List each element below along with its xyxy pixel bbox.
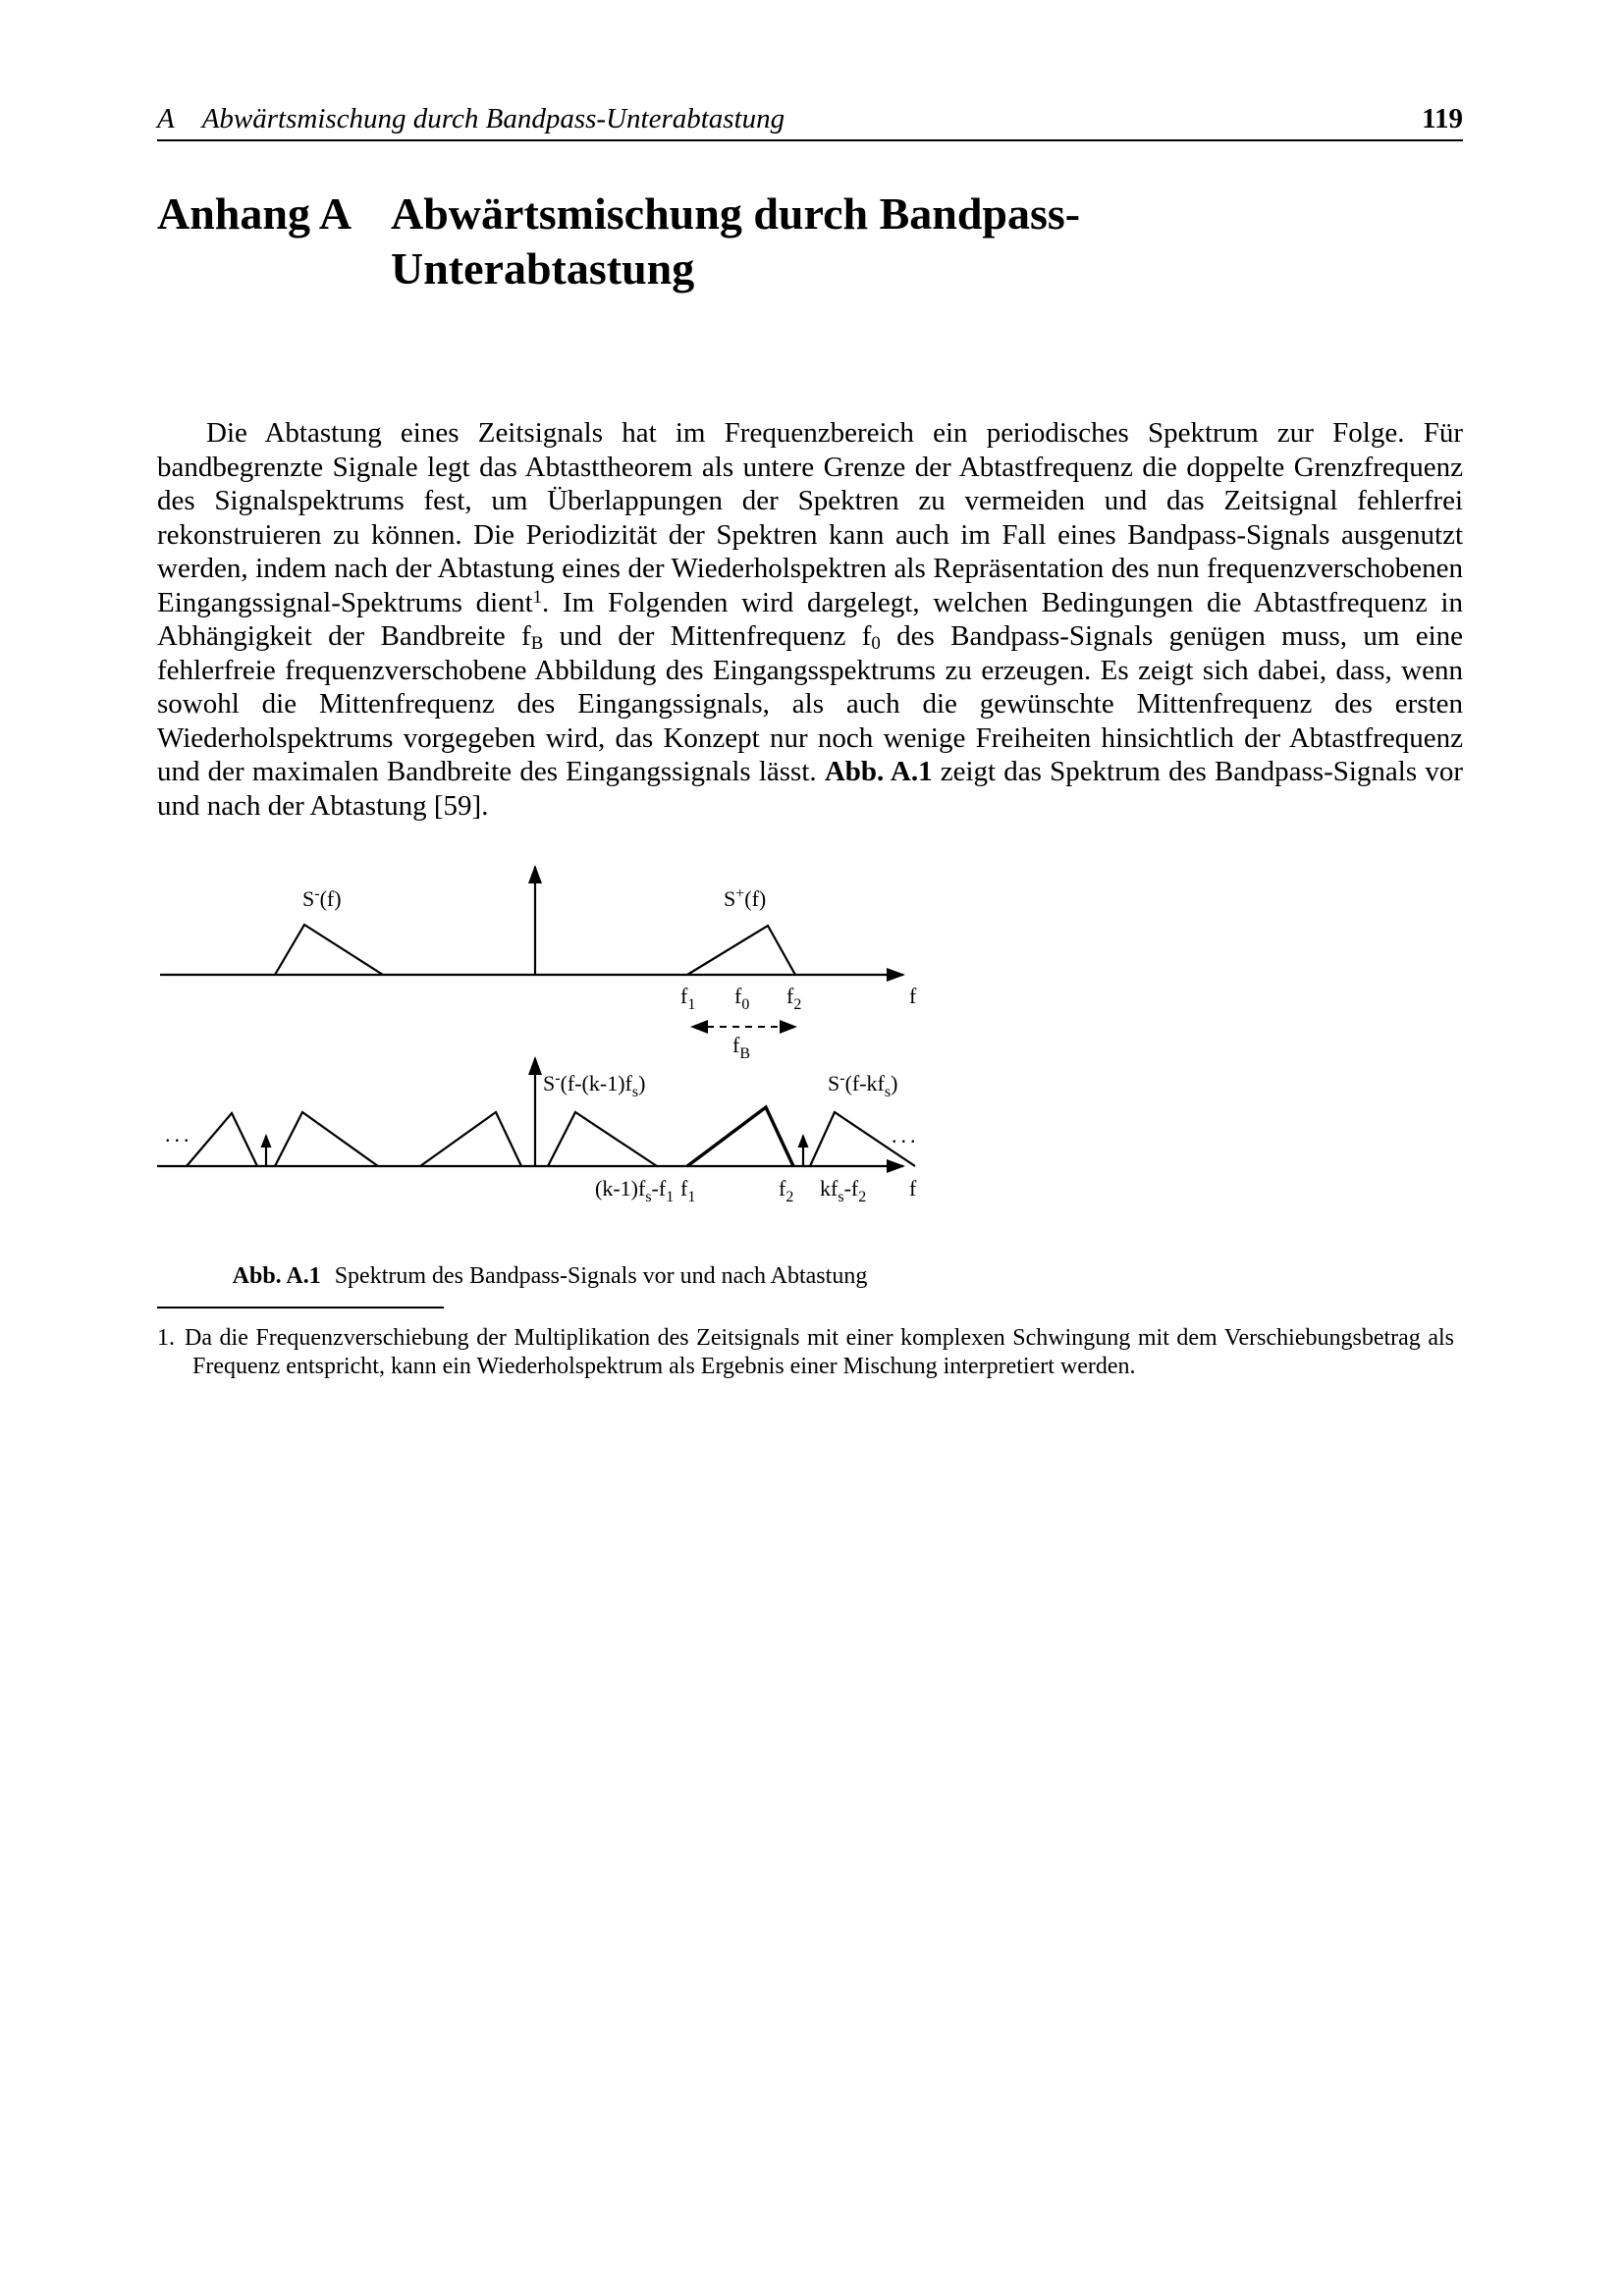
- tick-f2-bottom: $f_2$: [779, 1176, 794, 1205]
- s-k-label: $S^-(f-kf_s)$: [828, 1070, 898, 1100]
- bottom-axis-label-f: f: [909, 1176, 917, 1201]
- shifted-spectrum-triangle-km1: [548, 1112, 657, 1166]
- tick-km1fs-f1: $(k-1)f_s-f_1$: [595, 1176, 675, 1205]
- footnote-marker: 1.: [157, 1325, 175, 1351]
- tick-f2: $f_2$: [786, 984, 802, 1013]
- caption-text: Spektrum des Bandpass-Signals vor und nach Abtastung: [334, 1263, 868, 1289]
- body-text-run: Die Abtastung eines Zeitsignals hat im Frequenzbereich ein periodisches Spektrum zur Folge. Für bandbegrenzte Signale legt das Abtasttheorem als untere Grenze der Abtastfrequenz die doppelte Grenzfrequenz des Signalspektrums fest, um Überlappungen der Spektren zu vermeiden und das Zeitsignal fehlerfrei rekonstruieren zu können. Die Periodizität der Spektren kann auch im Fall eines Bandpass-Signals ausgenutzt werden, indem nach der Abtastung eines der Wiederholspektren als Repräsentation des nun frequenzverschobenen Eingangssignal-Spektrums dient: [157, 417, 1463, 618]
- body-text-run: . Im Folgenden wird dargelegt, welchen Bedingungen die Abtastfrequenz in Abhängigkeit der Bandbreite f: [157, 586, 1463, 652]
- ellipsis-left: ...: [165, 1122, 193, 1147]
- s-minus-label: S-(f): [302, 885, 342, 911]
- footnote-rule: [157, 1307, 444, 1308]
- bandwidth-label-fb: $f_B$: [732, 1033, 750, 1062]
- chapter-title-text: [391, 187, 1080, 296]
- top-axis-label-f: f: [909, 984, 917, 1008]
- running-header: [157, 102, 1463, 141]
- repeat-spectrum-triangle: [275, 1112, 378, 1166]
- subscript-0: 0: [871, 633, 881, 655]
- footnote: [157, 1324, 1454, 1381]
- original-spectrum-triangle: [687, 1107, 793, 1166]
- page-number: 119: [1422, 103, 1463, 134]
- running-header-left: [157, 102, 784, 135]
- tick-f1-bottom: $f_1$: [680, 1176, 696, 1205]
- figure-caption: [157, 1261, 943, 1291]
- running-header-title: Abwärtsmischung durch Bandpass-Unterabtastung: [201, 103, 785, 134]
- body-text-run: zeigt das Spektrum des Bandpass-Signals vor und nach der Abtastung [59].: [157, 756, 1463, 822]
- negative-spectrum-triangle: [275, 925, 383, 975]
- footnote-text: Da die Frequenzverschiebung der Multiplikation des Zeitsignals mit einer komplexen Schwingung mit dem Verschiebungsbetrag als Frequenz entspricht, kann ein Wiederholspektrum als Ergebnis einer Mischung interpretiert werden.: [185, 1325, 1454, 1379]
- subscript-B: B: [530, 633, 544, 655]
- page-content: [157, 0, 1463, 2296]
- s-km1-label: $S^-(f-(k-1)f_s)$: [543, 1070, 646, 1100]
- spectrum-figure: [157, 849, 933, 1242]
- figure-reference: Abb. A.1: [824, 756, 933, 787]
- chapter-label: Anhang A: [157, 188, 352, 239]
- ellipsis-right: ...: [892, 1123, 920, 1148]
- tick-f1: $f_1$: [680, 984, 696, 1013]
- tick-f0: $f_0$: [734, 984, 750, 1013]
- caption-label: Abb. A.1: [232, 1263, 321, 1289]
- body-text-run: und der Mittenfrequenz f: [543, 620, 872, 652]
- bandwidth-arrow-right-head: [780, 1020, 797, 1034]
- tick-kfs-f2: $kf_s-f_2$: [820, 1176, 867, 1205]
- body-paragraph: [157, 416, 1463, 823]
- repeat-spectrum-triangle: [187, 1113, 257, 1166]
- positive-spectrum-triangle: [687, 926, 795, 975]
- footnote-reference: 1: [532, 587, 543, 609]
- body-text-run: des Bandpass-Signals genügen muss, um eine fehlerfreie frequenzverschobene Abbildung des Eingangsspektrums zu erzeugen. Es zeigt sich dabei, dass, wenn sowohl die Mittenfrequenz des Eingangssignals, als auch die gewünschte Mittenfrequenz des ersten Wiederholspektrums vorgegeben wird, das Konzept nur noch wenige Freiheiten hinsichtlich der Abtastfrequenz und der maximalen Bandbreite des Eingangssignals lässt.: [157, 620, 1463, 787]
- chapter-title-line1: Abwärtsmischung durch Bandpass-: [391, 188, 1081, 239]
- repeat-spectrum-triangle: [420, 1112, 521, 1166]
- chapter-heading: [157, 187, 1080, 296]
- chapter-title-line2: Unterabtastung: [391, 243, 695, 294]
- bandwidth-arrow-left-head: [690, 1020, 708, 1034]
- section-letter: A: [157, 103, 175, 134]
- s-plus-label: S+(f): [724, 885, 767, 911]
